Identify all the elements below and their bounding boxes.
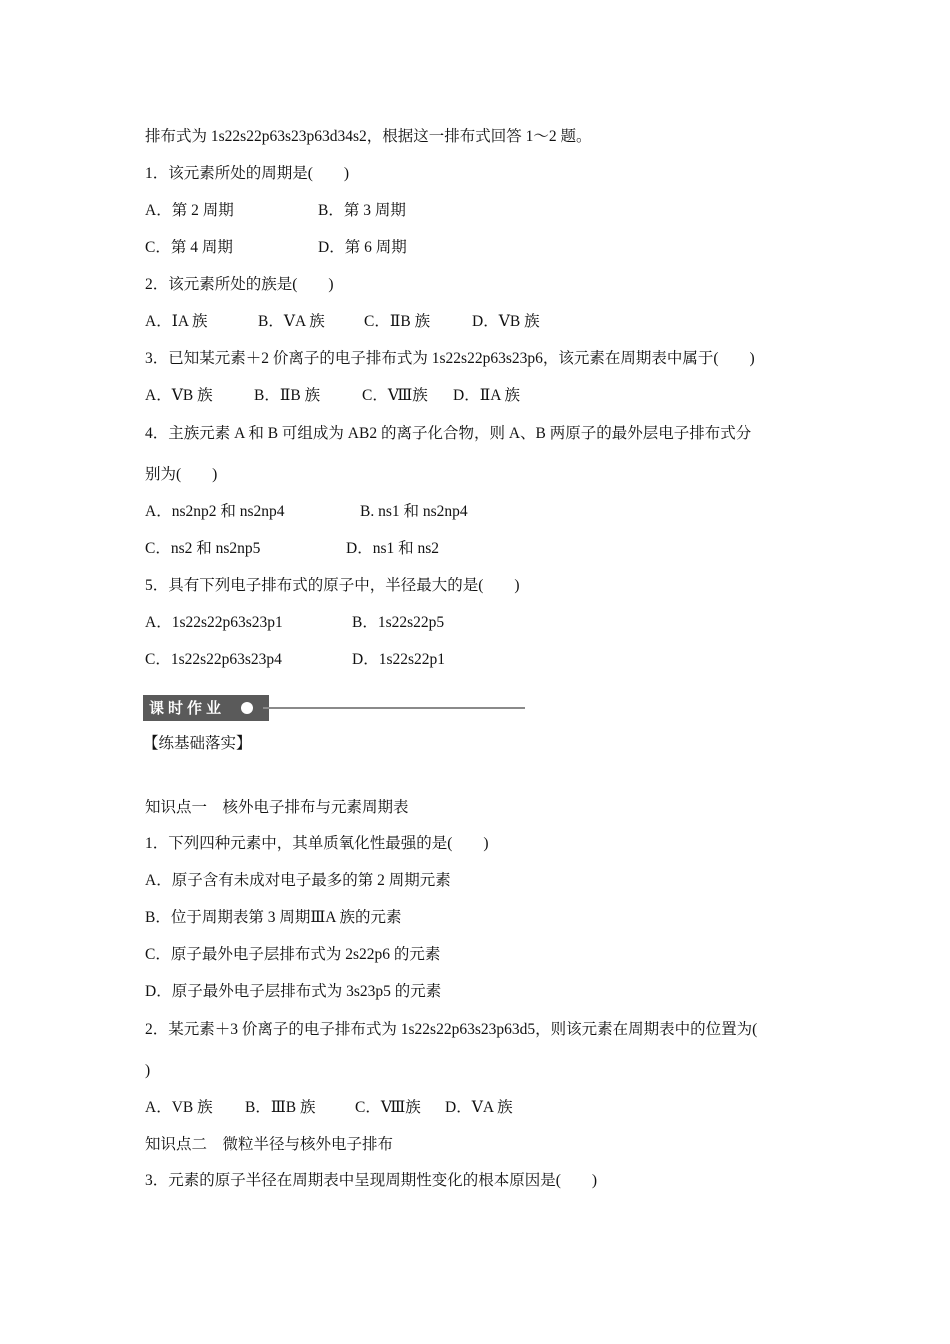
- banner-divider: [263, 707, 525, 709]
- q5-option-a: A．1s22s22p63s23p1: [145, 614, 283, 631]
- question-1-stem: 1．该元素所处的周期是( ): [145, 165, 350, 182]
- q5-option-c: C．1s22s22p63s23p4: [145, 651, 282, 668]
- q2-option-d: D．ⅤB 族: [472, 313, 540, 330]
- hw1-option-d: D．原子最外电子层排布式为 3s23p5 的元素: [145, 983, 442, 1000]
- section-heading: 【练基础落实】: [143, 735, 252, 752]
- q3-option-d: D．ⅡA 族: [453, 387, 520, 404]
- q1-option-b: B．第 3 周期: [318, 202, 406, 219]
- q4-option-d: D．ns1 和 ns2: [346, 540, 440, 557]
- hw2-option-c: C．Ⅷ族: [355, 1099, 421, 1116]
- hw-question-1-stem: 1．下列四种元素中，其单质氧化性最强的是( ): [145, 835, 489, 852]
- q4-option-a: A．ns2np2 和 ns2np4: [145, 503, 285, 520]
- question-5-stem: 5．具有下列电子排布式的原子中，半径最大的是( ): [145, 577, 520, 594]
- q3-option-c: C．Ⅷ族: [362, 387, 428, 404]
- q1-option-a: A．第 2 周期: [145, 202, 234, 219]
- q4-option-c: C．ns2 和 ns2np5: [145, 540, 261, 557]
- hw2-option-d: D．ⅤA 族: [445, 1099, 513, 1116]
- q2-option-b: B．ⅤA 族: [258, 313, 325, 330]
- question-4-stem-cont: 别为( ): [145, 466, 218, 483]
- question-4-stem: 4．主族元素 A 和 B 可组成为 AB2 的离子化合物，则 A、B 两原子的最外层电子排布式分: [145, 425, 752, 442]
- q3-option-a: A．ⅤB 族: [145, 387, 213, 404]
- hw1-option-c: C．原子最外电子层排布式为 2s22p6 的元素: [145, 946, 441, 963]
- banner-label: 课时作业: [143, 695, 269, 721]
- q5-option-d: D．1s22s22p1: [352, 651, 446, 668]
- q2-option-c: C．ⅡB 族: [364, 313, 431, 330]
- hw2-option-a: A．VB 族: [145, 1099, 213, 1116]
- hw-question-2-stem: 2．某元素＋3 价离子的电子排布式为 1s22s22p63s23p63d5，则该元素在周期表中的位置为(: [145, 1021, 758, 1038]
- q3-option-b: B．ⅡB 族: [254, 387, 321, 404]
- q5-option-b: B．1s22s22p5: [352, 614, 445, 631]
- hw-question-3-stem: 3．元素的原子半径在周期表中呈现周期性变化的根本原因是( ): [145, 1172, 598, 1189]
- q1-option-c: C．第 4 周期: [145, 239, 233, 256]
- hw2-option-b: B．ⅢB 族: [245, 1099, 316, 1116]
- q2-option-a: A．ⅠA 族: [145, 313, 208, 330]
- question-2-stem: 2．该元素所处的族是( ): [145, 276, 334, 293]
- hw1-option-b: B．位于周期表第 3 周期ⅢA 族的元素: [145, 909, 402, 926]
- intro-line: 排布式为 1s22s22p63s23p63d34s2，根据这一排布式回答 1～2 题。: [145, 128, 592, 145]
- knowledge-point-2: 知识点二 微粒半径与核外电子排布: [145, 1136, 394, 1153]
- q4-option-b: B. ns1 和 ns2np4: [360, 503, 468, 520]
- knowledge-point-1: 知识点一 核外电子排布与元素周期表: [145, 799, 409, 816]
- homework-banner: [143, 695, 533, 721]
- bullet-dot-icon: [241, 702, 253, 714]
- question-3-stem: 3．已知某元素＋2 价离子的电子排布式为 1s22s22p63s23p6，该元素在周期表中属于( ): [145, 350, 755, 367]
- hw-question-2-stem-cont: ): [145, 1062, 151, 1079]
- q1-option-d: D．第 6 周期: [318, 239, 407, 256]
- hw1-option-a: A．原子含有未成对电子最多的第 2 周期元素: [145, 872, 451, 889]
